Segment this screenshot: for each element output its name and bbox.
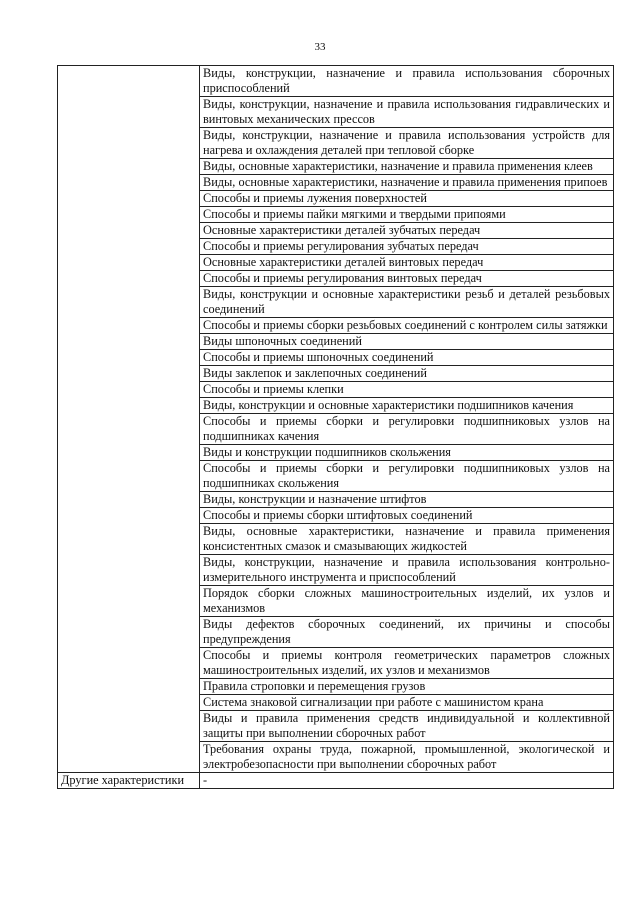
requirement-item: Виды, конструкции, назначение и правила использования гидравлических и винтовых механических прессов	[200, 97, 614, 128]
requirements-table	[57, 65, 614, 789]
requirement-item: Виды, конструкции, назначение и правила использования контрольно-измерительного инструмента и приспособлений	[200, 555, 614, 586]
requirement-item: Виды, конструкции и основные характеристики подшипников качения	[200, 398, 614, 414]
requirement-item: Виды дефектов сборочных соединений, их причины и способы предупреждения	[200, 617, 614, 648]
table-row-other	[58, 773, 614, 789]
requirements-table-body	[58, 66, 614, 789]
requirement-item: Виды, конструкции и назначение штифтов	[200, 492, 614, 508]
other-characteristics-label: Другие характеристики	[58, 773, 200, 789]
section-label-cell	[58, 66, 200, 773]
requirement-item: Виды, конструкции, назначение и правила использования устройств для нагрева и охлаждения деталей при тепловой сборке	[200, 128, 614, 159]
requirement-item: Способы и приемы регулирования зубчатых передач	[200, 239, 614, 255]
requirement-item: Требования охраны труда, пожарной, промышленной, экологической и электробезопасности при выполнении сборочных работ	[200, 742, 614, 773]
requirement-item: Способы и приемы клепки	[200, 382, 614, 398]
requirement-item: Способы и приемы сборки резьбовых соединений с контролем силы затяжки	[200, 318, 614, 334]
other-characteristics-value: -	[200, 773, 614, 789]
requirement-item: Виды, основные характеристики, назначение и правила применения консистентных смазок и смазывающих жидкостей	[200, 524, 614, 555]
requirement-item: Виды заклепок и заклепочных соединений	[200, 366, 614, 382]
requirement-item: Способы и приемы регулирования винтовых передач	[200, 271, 614, 287]
requirement-item: Порядок сборки сложных машиностроительных изделий, их узлов и механизмов	[200, 586, 614, 617]
requirement-item: Виды, конструкции, назначение и правила использования сборочных приспособлений	[200, 66, 614, 97]
requirement-item: Способы и приемы контроля геометрических параметров сложных машиностроительных изделий, их узлов и механизмов	[200, 648, 614, 679]
requirement-item: Система знаковой сигнализации при работе с машинистом крана	[200, 695, 614, 711]
requirement-item: Виды и правила применения средств индивидуальной и коллективной защиты при выполнении сборочных работ	[200, 711, 614, 742]
requirement-item: Правила строповки и перемещения грузов	[200, 679, 614, 695]
requirement-item: Способы и приемы шпоночных соединений	[200, 350, 614, 366]
page-number: 33	[314, 41, 326, 53]
requirement-item: Виды и конструкции подшипников скольжения	[200, 445, 614, 461]
requirement-item: Способы и приемы сборки и регулировки подшипниковых узлов на подшипниках скольжения	[200, 461, 614, 492]
requirement-item: Способы и приемы пайки мягкими и твердыми припоями	[200, 207, 614, 223]
requirement-item: Виды, основные характеристики, назначение и правила применения клеев	[200, 159, 614, 175]
requirement-item: Способы и приемы лужения поверхностей	[200, 191, 614, 207]
requirement-item: Основные характеристики деталей зубчатых передач	[200, 223, 614, 239]
requirement-item: Виды, основные характеристики, назначение и правила применения припоев	[200, 175, 614, 191]
requirement-item: Виды, конструкции и основные характеристики резьб и деталей резьбовых соединений	[200, 287, 614, 318]
table-row	[58, 66, 614, 97]
requirement-item: Основные характеристики деталей винтовых передач	[200, 255, 614, 271]
requirement-item: Способы и приемы сборки штифтовых соединений	[200, 508, 614, 524]
requirement-item: Виды шпоночных соединений	[200, 334, 614, 350]
requirement-item: Способы и приемы сборки и регулировки подшипниковых узлов на подшипниках качения	[200, 414, 614, 445]
